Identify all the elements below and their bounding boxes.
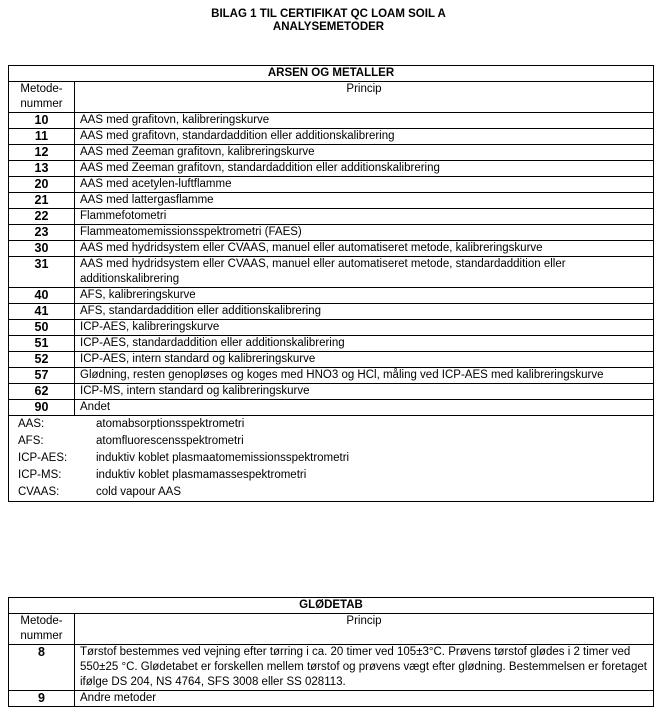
method-principle: AAS med lattergasflamme [75,193,654,209]
abbreviation-term: AAS: [18,418,45,430]
method-principle: ICP-MS, intern standard og kalibreringskurve [75,384,654,400]
abbreviation-definition: atomfluorescensspektrometri [96,435,244,447]
method-number: 12 [9,145,75,161]
column-header-number: Metode- nummer [9,82,75,113]
table-row [9,304,654,320]
method-number: 30 [9,241,75,257]
method-number: 10 [9,113,75,129]
method-number: 50 [9,320,75,336]
method-number: 20 [9,177,75,193]
document-title: BILAG 1 TIL CERTIFIKAT QC LOAM SOIL A [211,8,446,20]
method-number: 21 [9,193,75,209]
table-row [9,209,654,225]
abbreviation-term: AFS: [18,435,44,447]
method-principle: AAS med acetylen-luftflamme [75,177,654,193]
abbreviation-definition: induktiv koblet plasmamassespektrometri [96,469,307,481]
loss-on-ignition-table [8,597,654,707]
abbreviation-item [14,416,648,433]
method-number: 57 [9,368,75,384]
abbreviation-term: CVAAS: [18,486,60,498]
table-row [9,384,654,400]
table-row [9,400,654,416]
method-principle: AAS med Zeeman grafitovn, kalibreringskurve [75,145,654,161]
method-principle: AFS, kalibreringskurve [75,288,654,304]
method-number: 52 [9,352,75,368]
method-principle: Andet [75,400,654,416]
method-number: 11 [9,129,75,145]
method-number: 9 [9,691,75,707]
document-subtitle: ANALYSEMETODER [272,21,385,33]
method-number: 13 [9,161,75,177]
table-row [9,336,654,352]
table-title: GLØDETAB [9,598,654,614]
table-row [9,129,654,145]
abbreviation-definition: atomabsorptionsspektrometri [96,418,245,430]
table-row [9,193,654,209]
abbreviation-definition: cold vapour AAS [96,486,182,498]
method-principle: ICP-AES, intern standard og kalibreringskurve [75,352,654,368]
abbreviation-item [14,484,648,501]
table-row [9,145,654,161]
table-header-row [9,82,654,113]
method-principle: ICP-AES, kalibreringskurve [75,320,654,336]
table-row [9,257,654,288]
abbreviation-item [14,467,648,484]
method-principle: Andre metoder [75,691,654,707]
table-title: ARSEN OG METALLER [9,66,654,82]
method-principle: Flammeatomemissionsspektrometri (FAES) [75,225,654,241]
method-principle: AAS med grafitovn, standardaddition eller additionskalibrering [75,129,654,145]
method-number: 8 [9,645,75,691]
table-row [9,113,654,129]
table-row [9,288,654,304]
abbreviations-legend [9,416,654,502]
method-number: 51 [9,336,75,352]
method-number: 90 [9,400,75,416]
method-principle: AAS med hydridsystem eller CVAAS, manuel eller automatiseret metode, kalibreringskurve [75,241,654,257]
method-number: 22 [9,209,75,225]
table-header-row [9,614,654,645]
table-row [9,645,654,691]
abbreviation-definition: induktiv koblet plasmaatomemissionsspektrometri [96,452,350,464]
column-header-number: Metode- nummer [9,614,75,645]
method-principle: Flammefotometri [75,209,654,225]
method-principle: AFS, standardaddition eller additionskalibrering [75,304,654,320]
table-row [9,352,654,368]
method-number: 23 [9,225,75,241]
table-row [9,161,654,177]
table-title-row [9,66,654,82]
method-number: 41 [9,304,75,320]
table-row [9,241,654,257]
method-principle: Tørstof bestemmes ved vejning efter tørring i ca. 20 timer ved 105±3°C. Prøvens tørstof glødes i 2 timer ved 550±25 °C. Glødetabet er forskellen mellem tørstof og prøvens vægt efter glødning. Bestemmelsen er foretaget ifølge DS 204, NS 4764, SFS 3008 eller SS 028113. [75,645,654,691]
table-row [9,320,654,336]
abbreviations-row [9,416,654,502]
method-number: 31 [9,257,75,288]
method-principle: Glødning, resten genopløses og koges med HNO3 og HCl, måling ved ICP-AES med kalibreringskurve [75,368,654,384]
abbreviation-term: ICP-MS: [18,469,62,481]
table-row [9,368,654,384]
column-header-principle: Princip [75,82,654,113]
abbreviation-item [14,450,648,467]
method-number: 62 [9,384,75,400]
table-row [9,691,654,707]
method-principle: AAS med hydridsystem eller CVAAS, manuel eller automatiseret metode, standardaddition eller additionskalibrering [75,257,654,288]
table-row [9,177,654,193]
method-principle: AAS med grafitovn, kalibreringskurve [75,113,654,129]
abbreviation-item [14,433,648,450]
abbreviation-term: ICP-AES: [18,452,68,464]
method-principle: AAS med Zeeman grafitovn, standardaddition eller additionskalibrering [75,161,654,177]
column-header-principle: Princip [75,614,654,645]
method-number: 40 [9,288,75,304]
table-row [9,225,654,241]
metals-methods-table [8,65,654,502]
table-title-row [9,598,654,614]
method-principle: ICP-AES, standardaddition eller additionskalibrering [75,336,654,352]
